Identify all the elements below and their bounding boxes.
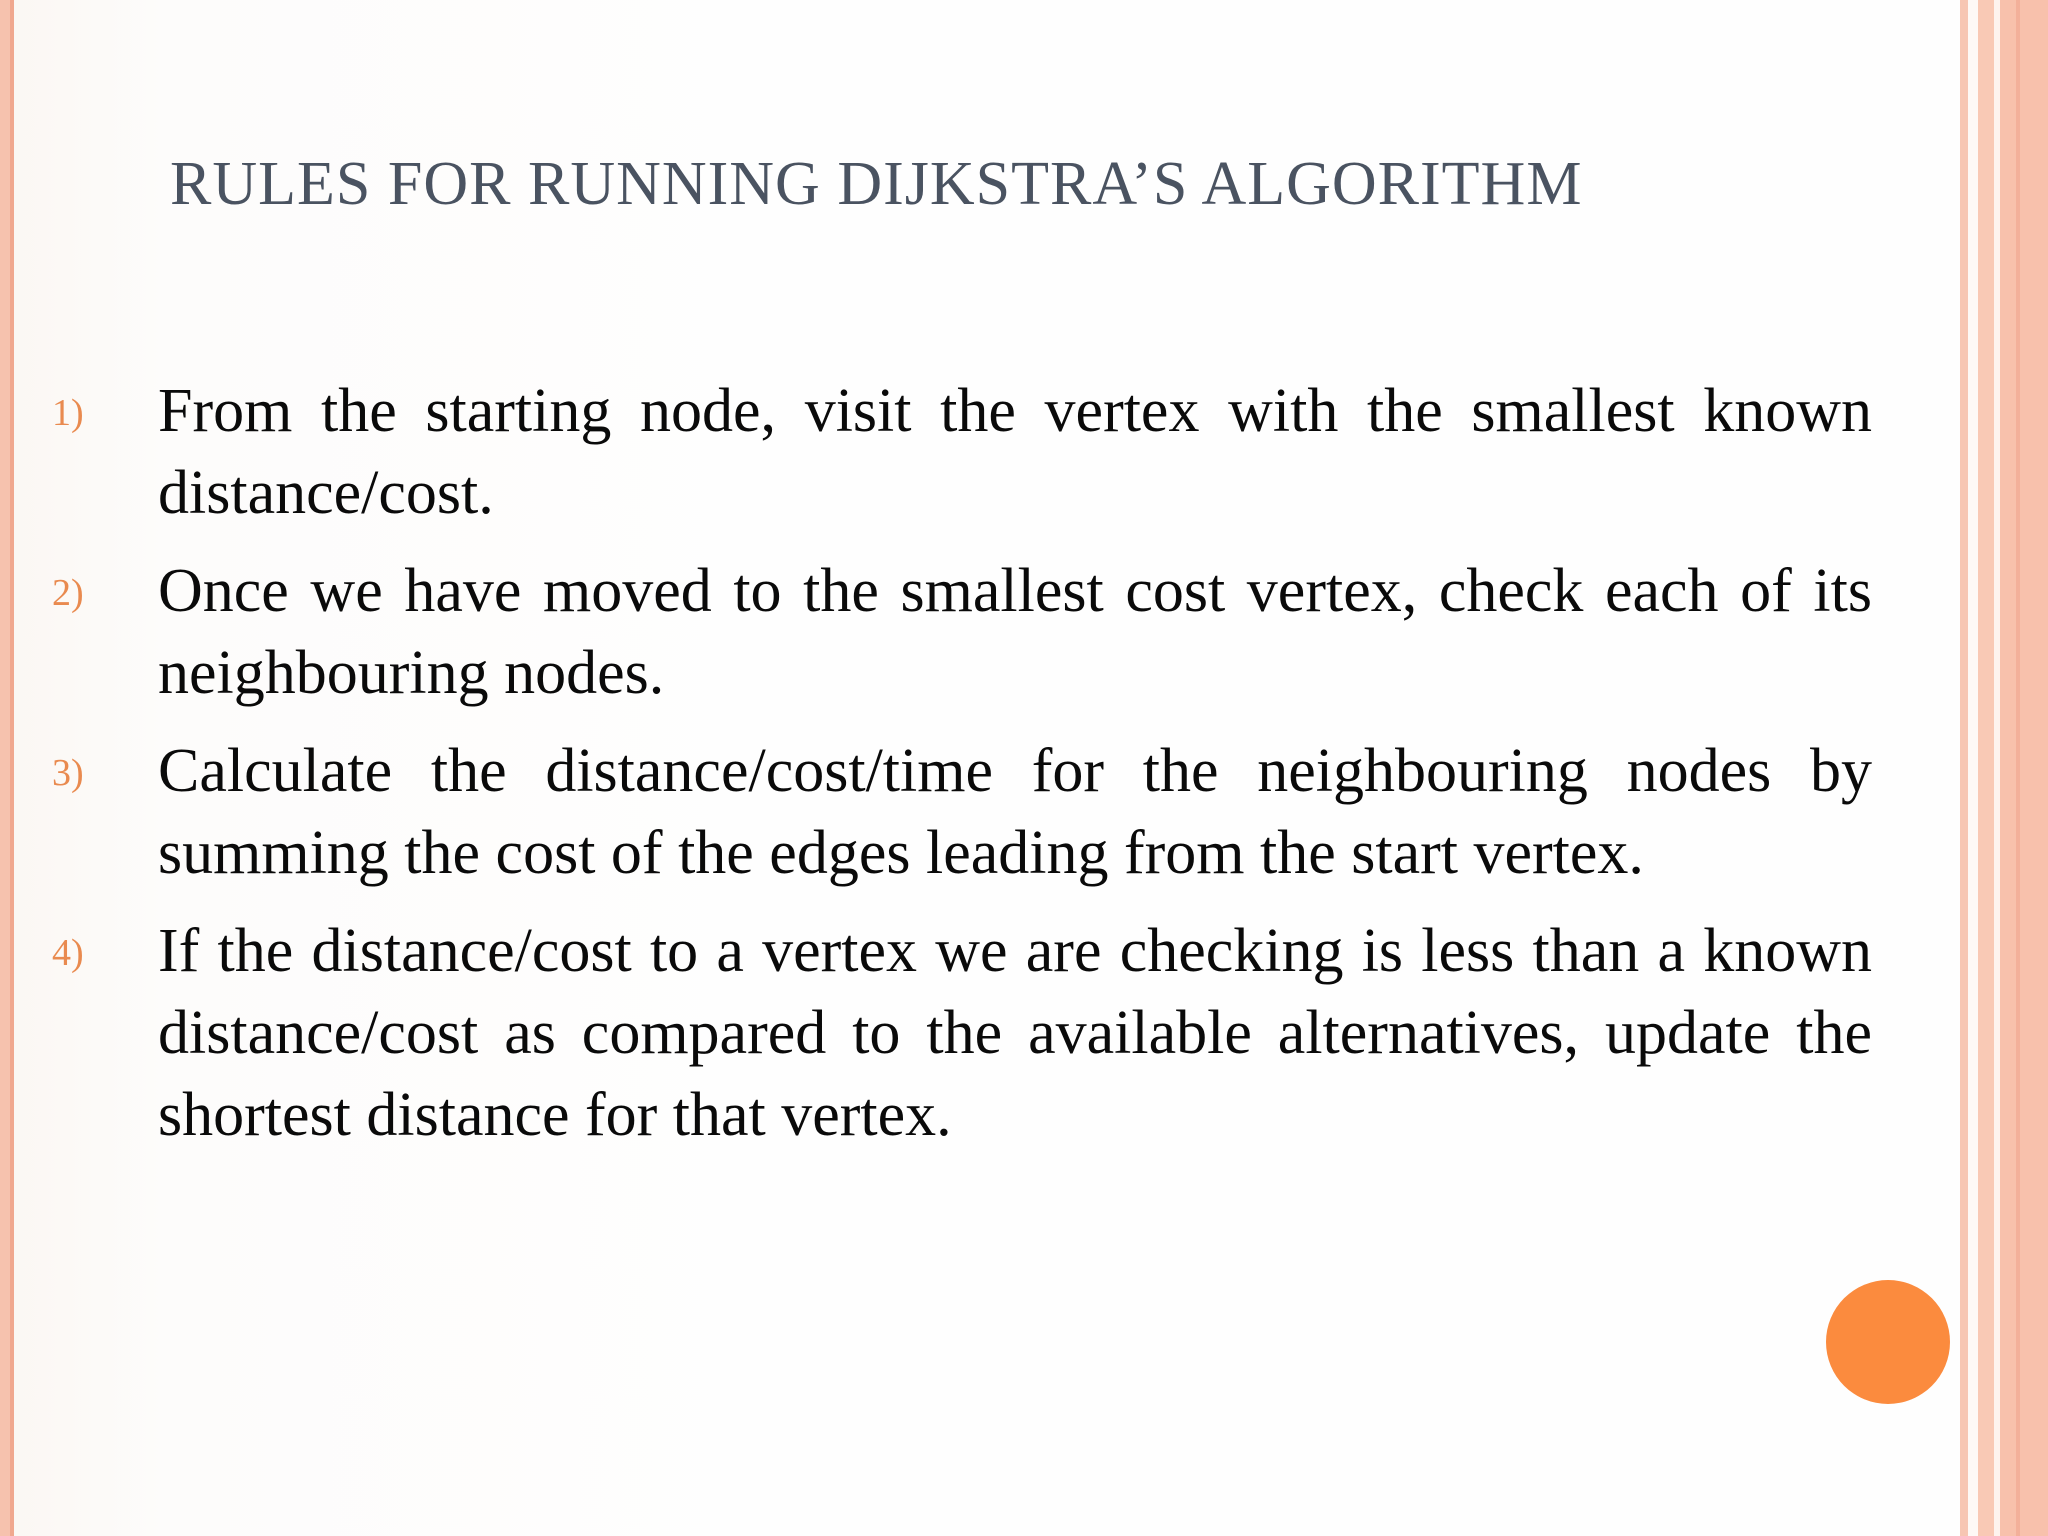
right-border-gap [1968,0,1978,1536]
left-border-strip [0,0,10,1536]
right-border-band [2000,0,2048,1536]
list-item-number: 1) [52,392,84,434]
list-item [52,370,1872,534]
list-item-number: 3) [52,752,84,794]
list-item-text: If the distance/cost to a vertex we are checking is less than a known distance/cost as compared to the available alternatives, update the shortest distance for that vertex. [158,917,1872,1149]
rules-list [52,370,1872,1172]
list-item-text: From the starting node, visit the vertex with the smallest known distance/cost. [158,377,1872,527]
right-border-accent [2016,0,2020,1536]
list-item-number: 4) [52,932,84,974]
list-item-number: 2) [52,572,84,614]
list-item-text: Once we have moved to the smallest cost vertex, check each of its neighbouring nodes. [158,557,1872,707]
left-border-accent [10,0,14,1536]
list-item-text: Calculate the distance/cost/time for the neighbouring nodes by summing the cost of the edges leading from the start vertex. [158,737,1872,887]
right-border-band [1960,0,1968,1536]
orange-circle-decoration [1826,1280,1950,1404]
list-item [52,550,1872,714]
list-item [52,730,1872,894]
right-border-band [1978,0,1994,1536]
slide-title: RULES FOR RUNNING DIJKSTRA’S ALGORITHM [170,150,1583,218]
list-item [52,910,1872,1156]
